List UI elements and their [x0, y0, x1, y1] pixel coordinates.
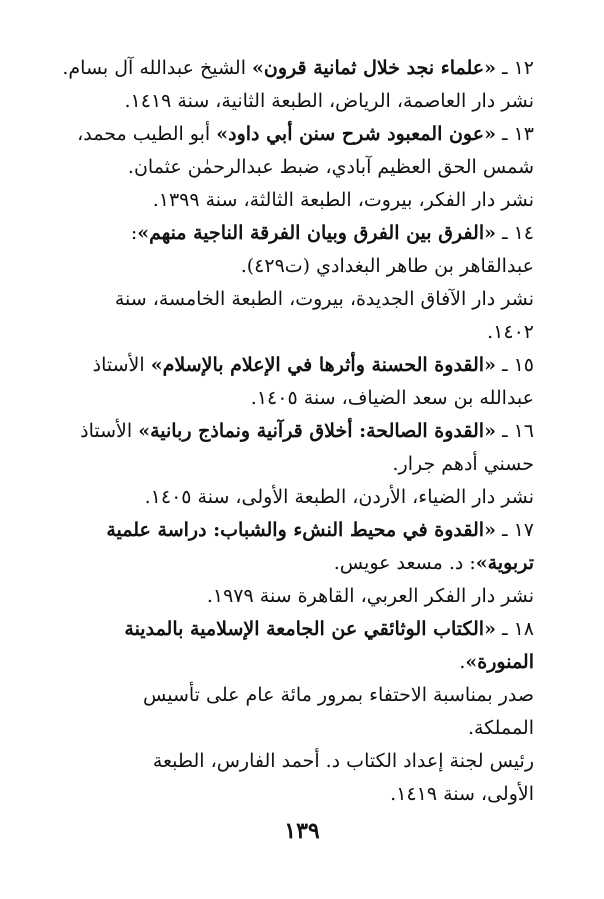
- entry-line: نشر دار الفكر، بيروت، الطبعة الثالثة، سنة ١٣٩٩.: [152, 189, 534, 211]
- entry-number: ١٥ ـ: [501, 354, 534, 376]
- entry-title: «القدوة الحسنة وأثرها في الإعلام بالإسلام»: [150, 354, 496, 376]
- bibliography-entry-15: [74, 349, 534, 415]
- page-number: ١٣٩: [284, 818, 320, 844]
- entry-line: عبدالقاهر بن طاهر البغدادي (ت٤٢٩).: [240, 255, 534, 277]
- entry-number: ١٢ ـ: [501, 57, 534, 79]
- entry-author: أبو الطيب محمد،: [77, 123, 217, 145]
- bibliography-entry-18: [74, 613, 534, 811]
- entry-title: «القدوة الصالحة: أخلاق قرآنية ونماذج ربانية»: [138, 420, 496, 442]
- entry-line: شمس الحق العظيم آبادي، ضبط عبدالرحمٰن عثمان.: [127, 156, 534, 178]
- entry-line: المملكة.: [467, 717, 534, 739]
- entry-author: :: [130, 222, 138, 244]
- entry-first-line: [74, 118, 534, 151]
- entry-author: الأستاذ: [80, 420, 139, 442]
- entry-line: حسني أدهم جرار.: [392, 453, 534, 475]
- entry-line: نشر دار الضياء، الأردن، الطبعة الأولى، سنة ١٤٠٥.: [144, 486, 534, 508]
- entry-title: «القدوة في محيط النشء والشباب: دراسة علمية: [106, 519, 496, 541]
- entry-number: ١٧ ـ: [501, 519, 534, 541]
- entry-line: ١٤٠٢.: [487, 321, 534, 343]
- entry-first-line: [74, 514, 534, 547]
- bibliography-entry-14: [74, 217, 534, 349]
- entry-title-continued-line: [74, 547, 534, 580]
- entry-first-line: [74, 613, 534, 646]
- entry-title: «الفرق بين الفرق وبيان الفرقة الناجية منهم»: [137, 222, 496, 244]
- entry-author: .: [459, 651, 466, 673]
- entry-author: الشيخ عبدالله آل بسام.: [62, 57, 253, 79]
- entry-first-line: [74, 349, 534, 382]
- entry-first-line: [74, 217, 534, 250]
- entry-title-continued: تربوية»: [475, 552, 534, 574]
- entry-author: : د. مسعد عويس.: [333, 552, 476, 574]
- entry-number: ١٦ ـ: [501, 420, 534, 442]
- entry-title: «الكتاب الوثائقي عن الجامعة الإسلامية بالمدينة: [124, 618, 496, 640]
- entry-line: نشر دار العاصمة، الرياض، الطبعة الثانية، سنة ١٤١٩.: [124, 90, 534, 112]
- entry-number: ١٤ ـ: [501, 222, 534, 244]
- entry-author: الأستاذ: [92, 354, 151, 376]
- entry-title: «علماء نجد خلال ثمانية قرون»: [252, 57, 496, 79]
- entry-first-line: [74, 415, 534, 448]
- entry-line: نشر دار الآفاق الجديدة، بيروت، الطبعة الخامسة، سنة: [114, 288, 534, 310]
- entry-line: الأولى، سنة ١٤١٩.: [390, 783, 534, 805]
- entry-title-continued: المنورة»: [465, 651, 534, 673]
- entry-number: ١٣ ـ: [501, 123, 534, 145]
- entry-line: عبدالله بن سعد الضياف، سنة ١٤٠٥.: [250, 387, 534, 409]
- bibliography-entry-16: [74, 415, 534, 514]
- bibliography-entry-13: [74, 118, 534, 217]
- entry-line: نشر دار الفكر العربي، القاهرة سنة ١٩٧٩.: [206, 585, 534, 607]
- entry-title-continued-line: [74, 646, 534, 679]
- entry-line: صدر بمناسبة الاحتفاء بمرور مائة عام على تأسيس: [143, 684, 534, 706]
- entry-line: رئيس لجنة إعداد الكتاب د. أحمد الفارس، الطبعة: [152, 750, 534, 772]
- bibliography-list: [62, 52, 534, 811]
- entry-title: «عون المعبود شرح سنن أبي داود»: [216, 123, 496, 145]
- entry-first-line: [62, 52, 534, 85]
- bibliography-entry-12: [62, 52, 534, 118]
- bibliography-entry-17: [74, 514, 534, 613]
- entry-number: ١٨ ـ: [501, 618, 534, 640]
